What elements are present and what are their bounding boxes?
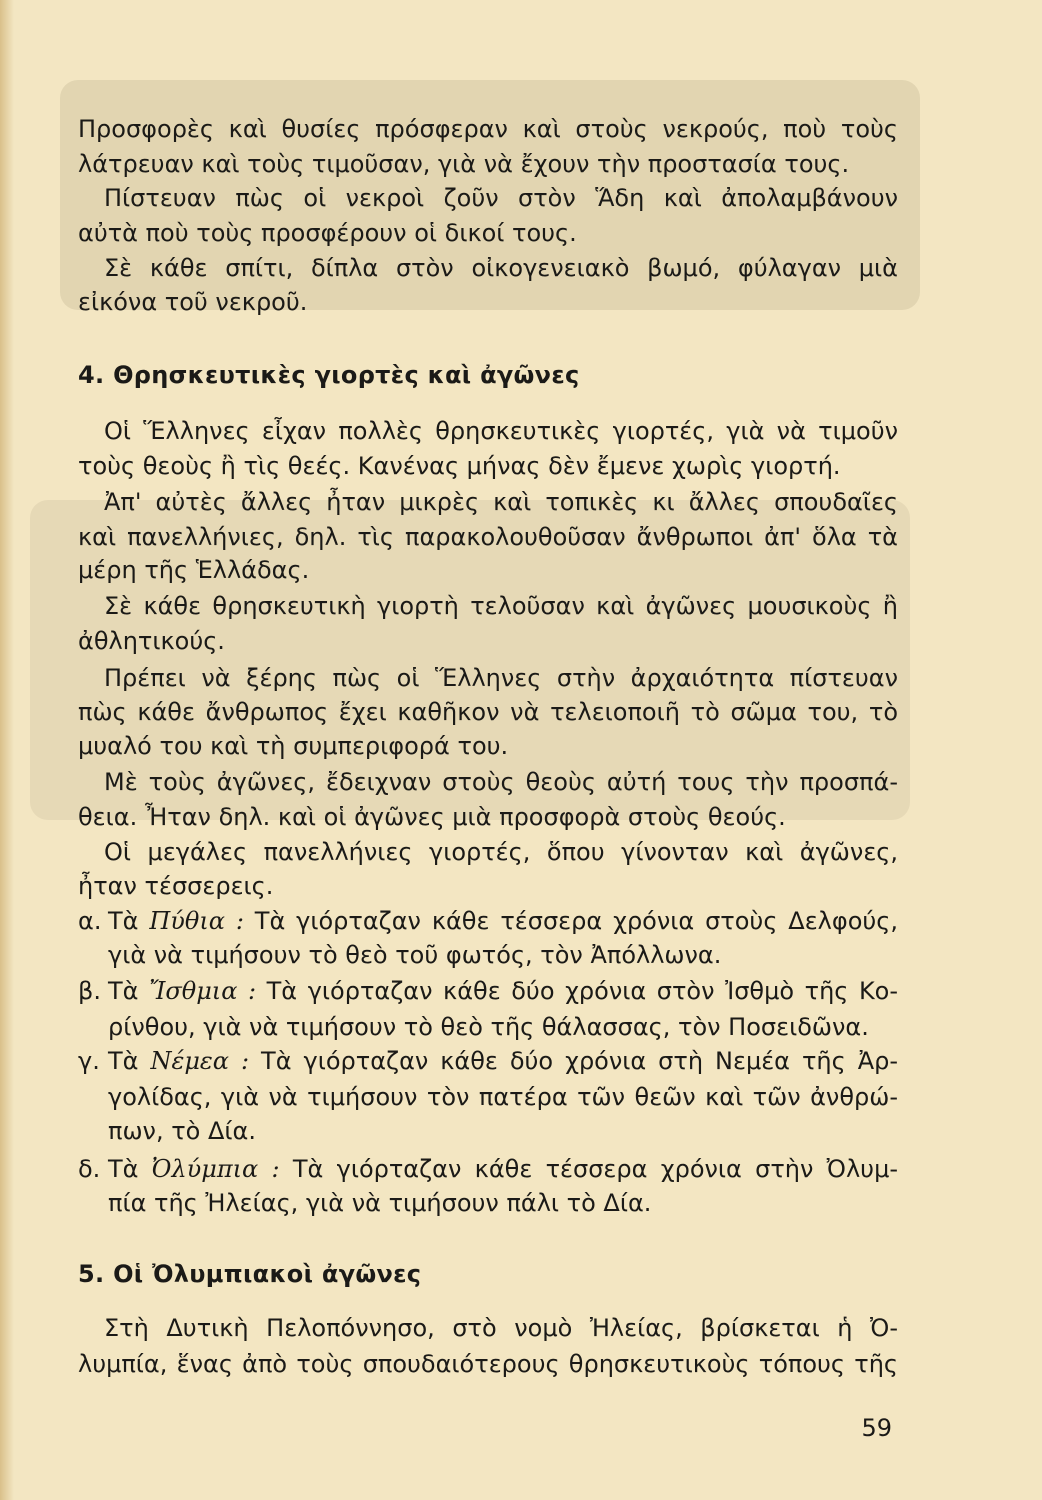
festival-name: Νέμεα : bbox=[150, 1047, 250, 1075]
festival-name: Ὀλύμπια : bbox=[151, 1155, 280, 1183]
text-line bbox=[108, 974, 898, 1008]
list-marker: β. bbox=[78, 977, 101, 1005]
text-line: γιὰ νὰ τιμήσουν τὸ θεὸ τοῦ φωτός, τὸν Ἀπόλλωνα. bbox=[108, 941, 722, 969]
text-line: Οἱ Ἕλληνες εἶχαν πολλὲς θρησκευτικὲς γιορτές, γιὰ νὰ τιμοῦν bbox=[104, 417, 898, 445]
festival-name: Ἴσθμια : bbox=[149, 977, 257, 1005]
page-edge bbox=[0, 0, 14, 1500]
text-line: γολίδας, γιὰ νὰ τιμήσουν τὸν πατέρα τῶν θεῶν καὶ τῶν ἀνθρώ- bbox=[108, 1083, 898, 1111]
text-line: μέρη τῆς Ἑλλάδας. bbox=[78, 556, 310, 584]
text-line: πὼς κάθε ἄνθρωπος ἔχει καθῆκον νὰ τελειοποιῆ τὸ σῶμα του, τὸ bbox=[78, 698, 898, 726]
text-segment: Τὰ bbox=[108, 1047, 151, 1075]
text-line: πία τῆς Ἠλείας, γιὰ νὰ τιμήσουν πάλι τὸ Δία. bbox=[108, 1189, 652, 1217]
section-heading-4: 4. Θρησκευτικὲς γιορτὲς καὶ ἀγῶνες bbox=[78, 361, 580, 389]
text-line: Οἱ μεγάλες πανελλήνιες γιορτές, ὅπου γίνονταν καὶ ἀγῶνες, bbox=[104, 838, 898, 866]
text-segment: Τὰ bbox=[108, 907, 150, 935]
text-line: Προσφορὲς καὶ θυσίες πρόσφεραν καὶ στοὺς νεκρούς, ποὺ τοὺς bbox=[78, 115, 898, 143]
text-line: θεια. Ἦταν δηλ. καὶ οἱ ἀγῶνες μιὰ προσφορὰ στοὺς θεούς. bbox=[78, 803, 786, 831]
text-line: πων, τὸ Δία. bbox=[108, 1117, 256, 1145]
text-line bbox=[108, 1152, 898, 1186]
text-line: τοὺς θεοὺς ἢ τὶς θεές. Κανένας μήνας δὲν ἔμενε χωρὶς γιορτή. bbox=[78, 452, 841, 480]
text-line bbox=[108, 1044, 898, 1078]
list-marker: δ. bbox=[78, 1155, 101, 1183]
text-line: Πίστευαν πὼς οἱ νεκροὶ ζοῦν στὸν Ἅδη καὶ ἀπολαμβάνουν bbox=[104, 184, 898, 212]
list-marker: α. bbox=[78, 907, 102, 935]
text-segment: Τὰ γιόρταζαν κάθε τέσσερα χρόνια στὴν Ὀλυμ- bbox=[279, 1155, 898, 1183]
text-segment: Τὰ bbox=[108, 1155, 152, 1183]
text-line: Σὲ κάθε σπίτι, δίπλα στὸν οἰκογενειακὸ βωμό, φύλαγαν μιὰ bbox=[104, 254, 898, 282]
text-line: Μὲ τοὺς ἀγῶνες, ἔδειχναν στοὺς θεοὺς αὐτή τους τὴν προσπά- bbox=[104, 768, 898, 796]
text-line bbox=[108, 904, 898, 938]
text-segment: Τὰ γιόρταζαν κάθε δύο χρόνια στὴ Νεμέα τῆς Ἀρ- bbox=[249, 1047, 899, 1075]
text-line: Πρέπει νὰ ξέρης πὼς οἱ Ἕλληνες στὴν ἀρχαιότητα πίστευαν bbox=[104, 664, 898, 692]
section-heading-5: 5. Οἱ Ὀλυμπιακοὶ ἀγῶνες bbox=[78, 1260, 422, 1288]
text-segment: Τὰ γιόρταζαν κάθε δύο χρόνια στὸν Ἰσθμὸ τῆς Κο- bbox=[256, 977, 899, 1005]
text-line: λυμπία, ἕνας ἀπὸ τοὺς σπουδαιότερους θρησκευτικοὺς τόπους τῆς bbox=[78, 1350, 898, 1378]
text-line: αὐτὰ ποὺ τοὺς προσφέρουν οἱ δικοί τους. bbox=[78, 219, 577, 247]
festival-name: Πύθια : bbox=[149, 907, 244, 935]
text-line: λάτρευαν καὶ τοὺς τιμοῦσαν, γιὰ νὰ ἔχουν τὴν προστασία τους. bbox=[78, 150, 850, 178]
text-line: εἰκόνα τοῦ νεκροῦ. bbox=[78, 288, 308, 316]
text-segment: Τὰ γιόρταζαν κάθε τέσσερα χρόνια στοὺς Δελφούς, bbox=[243, 907, 898, 935]
text-line: καὶ πανελλήνιες, δηλ. τὶς παρακολουθοῦσαν ἄνθρωποι ἀπ' ὅλα τὰ bbox=[78, 523, 898, 551]
text-line: Στὴ Δυτικὴ Πελοπόννησο, στὸ νομὸ Ἠλείας, βρίσκεται ἡ Ὀ- bbox=[104, 1314, 898, 1342]
text-line: Σὲ κάθε θρησκευτικὴ γιορτὴ τελοῦσαν καὶ ἀγῶνες μουσικοὺς ἢ bbox=[104, 592, 898, 620]
text-line: ἦταν τέσσερεις. bbox=[78, 872, 274, 900]
text-segment: Τὰ bbox=[108, 977, 150, 1005]
list-marker: γ. bbox=[78, 1047, 100, 1075]
text-line: ἀθλητικούς. bbox=[78, 627, 225, 655]
text-line: ρίνθου, γιὰ νὰ τιμήσουν τὸ θεὸ τῆς θάλασσας, τὸν Ποσειδῶνα. bbox=[108, 1013, 869, 1041]
text-line: μυαλό του καὶ τὴ συμπεριφορά του. bbox=[78, 732, 509, 760]
page-number: 59 bbox=[861, 1414, 892, 1442]
text-line: Ἀπ' αὐτὲς ἄλλες ἦταν μικρὲς καὶ τοπικὲς κι ἄλλες σπουδαῖες bbox=[104, 488, 898, 516]
